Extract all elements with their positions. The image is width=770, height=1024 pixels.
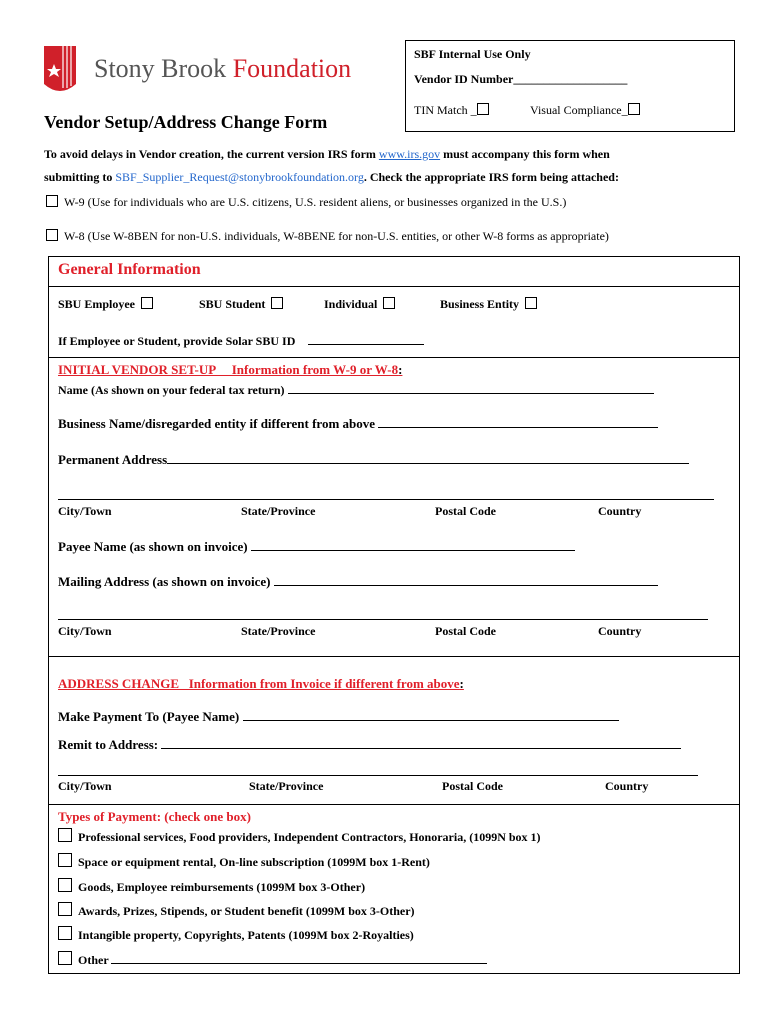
permanent-address-row	[58, 451, 689, 468]
country-label: Country	[605, 779, 649, 793]
city-label: City/Town	[58, 504, 112, 518]
visual-compliance-field	[530, 103, 640, 118]
vendor-id-field[interactable]: Vendor ID Number___________________	[414, 72, 628, 86]
address-labels-1	[58, 504, 718, 520]
business-name-input[interactable]	[378, 415, 658, 428]
business-name-row	[58, 415, 658, 432]
w9-label: W-9 (Use for individuals who are U.S. citizens, U.S. resident aliens, or businesses organized in the U.S.)	[64, 195, 567, 209]
w9-option	[46, 195, 566, 210]
address-line-2[interactable]	[58, 499, 714, 500]
payment-item	[58, 951, 487, 968]
sbu-student-checkbox[interactable]	[271, 297, 283, 309]
w8-checkbox[interactable]	[46, 229, 58, 241]
make-payment-label: Make Payment To (Payee Name)	[58, 709, 240, 724]
email-link[interactable]: SBF_Supplier_Request@stonybrookfoundation.org	[115, 170, 364, 184]
mailing-input[interactable]	[274, 573, 658, 586]
intro-text-a: To avoid delays in Vendor creation, the current version IRS form	[44, 147, 379, 161]
solar-id-input[interactable]	[308, 332, 424, 345]
irs-link[interactable]: www.irs.gov	[378, 147, 441, 161]
payee-label: Payee Name (as shown on invoice)	[58, 539, 248, 554]
address-change-heading: ADDRESS CHANGE Information from Invoice if different from above:	[58, 676, 464, 691]
name-input[interactable]	[288, 381, 654, 394]
form-title: Vendor Setup/Address Change Form	[44, 112, 328, 132]
payment-label-1: Professional services, Food providers, Independent Contractors, Honoraria, (1099N box 1)	[78, 830, 541, 844]
business-name-label: Business Name/disregarded entity if different from above	[58, 416, 376, 431]
logo	[42, 44, 362, 104]
individual-label: Individual	[324, 297, 378, 311]
remit-row	[58, 736, 681, 753]
other-input[interactable]	[111, 951, 487, 964]
payment-checkbox-2[interactable]	[58, 853, 72, 867]
state-label: State/Province	[241, 504, 316, 518]
payment-checkbox-6[interactable]	[58, 951, 72, 965]
address-labels-3	[58, 779, 728, 795]
intro-text-b: must accompany this form when	[440, 147, 610, 161]
make-payment-input[interactable]	[243, 708, 619, 721]
sbu-employee-label: SBU Employee	[58, 297, 136, 311]
payment-label-2: Space or equipment rental, On-line subscription (1099M box 1-Rent)	[78, 855, 430, 869]
payee-input[interactable]	[251, 538, 575, 551]
permanent-address-input[interactable]	[167, 451, 689, 464]
state-label: State/Province	[241, 624, 316, 638]
payment-item	[58, 853, 430, 870]
w8-option	[46, 229, 609, 244]
intro-text-c: submitting to	[44, 170, 116, 184]
payment-checkbox-1[interactable]	[58, 828, 72, 842]
name-label: Name (As shown on your federal tax return)	[58, 383, 285, 397]
tin-match-field	[414, 103, 489, 118]
name-row	[58, 381, 654, 398]
mailing-line-2[interactable]	[58, 619, 708, 620]
postal-label: Postal Code	[435, 504, 496, 518]
payment-checkbox-4[interactable]	[58, 902, 72, 916]
make-payment-row	[58, 708, 619, 725]
intro-text-d: . Check the appropriate IRS form being attached:	[363, 170, 619, 184]
postal-label: Postal Code	[435, 624, 496, 638]
postal-label: Postal Code	[442, 779, 503, 793]
payment-item	[58, 902, 415, 919]
internal-use-title: SBF Internal Use Only	[414, 47, 531, 61]
country-label: Country	[598, 504, 642, 518]
address-change-heading-text: ADDRESS CHANGE Information from Invoice if different from above	[58, 676, 460, 691]
mailing-label: Mailing Address (as shown on invoice)	[58, 574, 271, 589]
city-label: City/Town	[58, 779, 112, 793]
intro-line-2	[44, 170, 619, 185]
general-heading: General Information	[58, 261, 201, 278]
business-entity-checkbox[interactable]	[525, 297, 537, 309]
payment-label-3: Goods, Employee reimbursements (1099M box 3-Other)	[78, 880, 366, 894]
tin-match-label: TIN Match _	[414, 103, 477, 117]
solar-id-label: If Employee or Student, provide Solar SBU ID	[58, 334, 296, 348]
logo-text-stony-brook: Stony Brook	[94, 54, 227, 83]
remit-input[interactable]	[161, 736, 681, 749]
logo-shield-icon	[42, 44, 78, 102]
city-label: City/Town	[58, 624, 112, 638]
payment-item	[58, 878, 365, 895]
sbu-student-label: SBU Student	[199, 297, 266, 311]
payee-row	[58, 538, 575, 555]
payment-label-5: Intangible property, Copyrights, Patents (1099M box 2-Royalties)	[78, 928, 414, 942]
type-options	[58, 297, 738, 313]
state-label: State/Province	[249, 779, 324, 793]
address-labels-2	[58, 624, 718, 640]
business-entity-label: Business Entity	[440, 297, 520, 311]
mailing-row	[58, 573, 658, 590]
visual-compliance-label: Visual Compliance_	[530, 103, 628, 117]
sbu-employee-checkbox[interactable]	[141, 297, 153, 309]
w8-label: W-8 (Use W-8BEN for non-U.S. individuals, W-8BENE for non-U.S. entities, or other W-8 forms as appropriate)	[64, 229, 609, 243]
solar-id-row	[58, 332, 424, 349]
payment-item	[58, 828, 541, 845]
country-label: Country	[598, 624, 642, 638]
payment-label-6: Other	[78, 953, 109, 967]
initial-heading-text: INITIAL VENDOR SET-UP Information from W-9 or W-8	[58, 362, 399, 377]
initial-heading: INITIAL VENDOR SET-UP Information from W-9 or W-8:	[58, 362, 403, 377]
remit-label: Remit to Address:	[58, 737, 159, 752]
internal-use-box	[405, 40, 735, 132]
w9-checkbox[interactable]	[46, 195, 58, 207]
remit-line-2[interactable]	[58, 775, 698, 776]
tin-match-checkbox[interactable]	[477, 103, 489, 115]
individual-checkbox[interactable]	[383, 297, 395, 309]
payment-checkbox-3[interactable]	[58, 878, 72, 892]
payment-label-4: Awards, Prizes, Stipends, or Student benefit (1099M box 3-Other)	[78, 904, 415, 918]
payment-checkbox-5[interactable]	[58, 926, 72, 940]
intro-line-1	[44, 147, 610, 162]
payment-item	[58, 926, 414, 943]
payment-types-heading: Types of Payment: (check one box)	[58, 809, 251, 824]
logo-text-foundation: Foundation	[232, 54, 352, 83]
visual-compliance-checkbox[interactable]	[628, 103, 640, 115]
permanent-address-label: Permanent Address	[58, 452, 168, 467]
